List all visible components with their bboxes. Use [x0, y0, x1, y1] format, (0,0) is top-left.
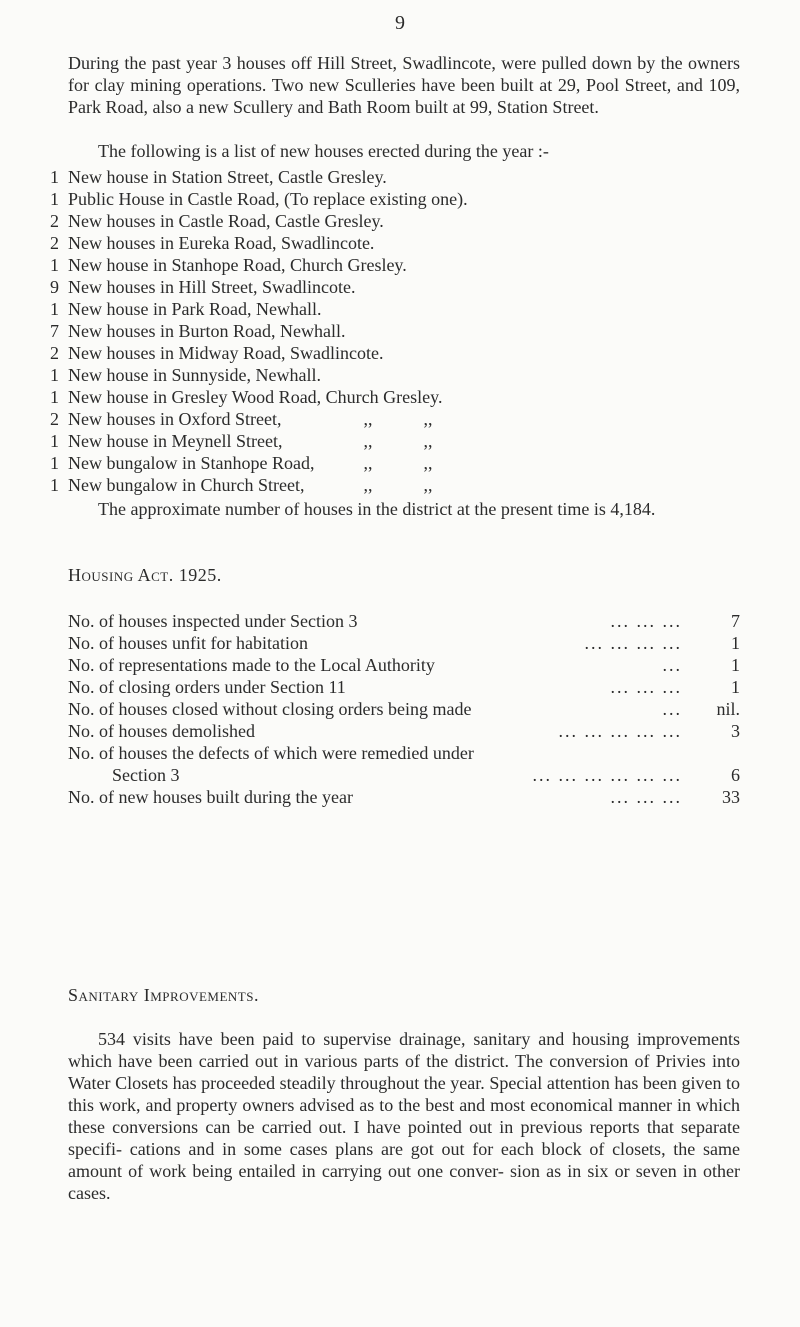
stat-row	[68, 786, 740, 808]
house-count: 1	[50, 299, 59, 319]
stat-row	[68, 698, 740, 720]
house-count: 1	[50, 365, 59, 385]
house-count: 2	[50, 343, 59, 363]
leader-dots: ... ... ...	[610, 611, 682, 631]
house-count: 1	[50, 475, 59, 495]
stat-value: 6	[731, 765, 740, 785]
list-item	[50, 320, 770, 342]
stat-value: 3	[731, 721, 740, 741]
list-item	[50, 430, 770, 452]
house-description: New houses in Eureka Road, Swadlincote.	[68, 233, 375, 253]
stat-label-continuation: Section 3	[112, 765, 180, 785]
ditto-mark: ,,	[363, 453, 373, 473]
house-description: New houses in Hill Street, Swadlincote.	[68, 277, 356, 297]
house-count: 1	[50, 453, 59, 473]
leader-dots: ...	[662, 699, 682, 719]
list-item	[50, 408, 770, 430]
stat-label: No. of houses inspected under Section 3	[68, 611, 358, 631]
stat-value: 1	[731, 655, 740, 675]
house-count: 1	[50, 255, 59, 275]
stat-row	[68, 720, 740, 742]
paragraph-house-total: The approximate number of houses in the district at the present time is 4,184.	[98, 499, 656, 519]
paragraph-demolitions: During the past year 3 houses off Hill Street, Swadlincote, were pulled down by the owners for clay mining operations. Two new Sculleries have been built at 29, Pool Street, and 109, Park Road, also a new Scullery and Bath Room built at 99, Station Street.	[68, 53, 740, 117]
house-description: New houses in Oxford Street,	[68, 409, 282, 429]
ditto-mark: ,,	[423, 453, 433, 473]
list-item	[50, 452, 770, 474]
house-description: New house in Station Street, Castle Gresley.	[68, 167, 387, 187]
ditto-mark: ,,	[423, 409, 433, 429]
house-count: 1	[50, 189, 59, 209]
stat-row	[68, 632, 740, 654]
ditto-marks	[338, 474, 518, 496]
leader-dots: ...	[662, 655, 682, 675]
ditto-mark: ,,	[363, 475, 373, 495]
stat-label: No. of representations made to the Local Authority	[68, 655, 435, 675]
list-item	[50, 188, 770, 210]
stat-label: No. of houses the defects of which were remedied under	[68, 743, 474, 763]
list-item	[50, 276, 770, 298]
list-item	[50, 298, 770, 320]
house-description: New houses in Burton Road, Newhall.	[68, 321, 346, 341]
stat-value: 1	[731, 677, 740, 697]
ditto-marks	[338, 408, 518, 430]
house-description: New bungalow in Church Street,	[68, 475, 305, 495]
housing-act-heading: Housing Act. 1925.	[68, 565, 222, 585]
stat-label: No. of closing orders under Section 11	[68, 677, 346, 697]
stat-value: 33	[722, 787, 740, 807]
house-description: Public House in Castle Road, (To replace existing one).	[68, 189, 468, 209]
stat-row	[68, 742, 740, 764]
list-item	[50, 254, 770, 276]
house-count: 2	[50, 233, 59, 253]
ditto-mark: ,,	[363, 431, 373, 451]
stat-label: No. of houses unfit for habitation	[68, 633, 308, 653]
ditto-marks	[338, 430, 518, 452]
stat-row	[68, 676, 740, 698]
stat-value: nil.	[716, 699, 740, 719]
house-count: 2	[50, 211, 59, 231]
house-count: 1	[50, 431, 59, 451]
house-count: 1	[50, 167, 59, 187]
list-item	[50, 364, 770, 386]
stat-label: No. of houses demolished	[68, 721, 255, 741]
page-number: 9	[395, 12, 405, 34]
house-count: 7	[50, 321, 59, 341]
stat-row	[68, 610, 740, 632]
stat-value: 1	[731, 633, 740, 653]
house-description: New house in Sunnyside, Newhall.	[68, 365, 321, 385]
list-item	[50, 232, 770, 254]
house-description: New house in Gresley Wood Road, Church Gresley.	[68, 387, 443, 407]
house-description: New house in Meynell Street,	[68, 431, 283, 451]
sanitary-heading: Sanitary Improvements.	[68, 985, 259, 1005]
list-item	[50, 210, 770, 232]
paragraph-list-intro: The following is a list of new houses erected during the year :-	[98, 141, 549, 161]
list-item	[50, 386, 770, 408]
list-item	[50, 474, 770, 496]
house-description: New house in Park Road, Newhall.	[68, 299, 322, 319]
house-count: 9	[50, 277, 59, 297]
stat-label: No. of new houses built during the year	[68, 787, 353, 807]
stat-value: 7	[731, 611, 740, 631]
leader-dots: ... ... ... ... ... ...	[532, 765, 682, 785]
list-item	[50, 166, 770, 188]
ditto-mark: ,,	[423, 431, 433, 451]
house-description: New bungalow in Stanhope Road,	[68, 453, 315, 473]
house-count: 2	[50, 409, 59, 429]
list-item	[50, 342, 770, 364]
paragraph-sanitary: 534 visits have been paid to supervise drainage, sanitary and housing improvements which have been carried out in various parts of the district. The conversion of Privies into Water Closets has proceeded steadily throughout the year. Special attention has been given to this work, and property owners advised as to the best and most economical manner in which these conversions can be carried out. I have pointed out in previous reports that separate specifi- cations and in some cases plans are got out for each block of closets, the same amount of work being entailed in carrying out one conver- sion as in six or seven in other cases.	[68, 1029, 740, 1203]
house-description: New house in Stanhope Road, Church Gresley.	[68, 255, 407, 275]
leader-dots: ... ... ... ...	[584, 633, 682, 653]
ditto-mark: ,,	[363, 409, 373, 429]
stat-label: No. of houses closed without closing orders being made	[68, 699, 472, 719]
leader-dots: ... ... ...	[610, 787, 682, 807]
house-description: New houses in Midway Road, Swadlincote.	[68, 343, 384, 363]
stat-row	[68, 764, 740, 786]
stat-row	[68, 654, 740, 676]
ditto-marks	[338, 452, 518, 474]
house-description: New houses in Castle Road, Castle Gresley.	[68, 211, 384, 231]
ditto-mark: ,,	[423, 475, 433, 495]
house-count: 1	[50, 387, 59, 407]
leader-dots: ... ... ... ... ...	[558, 721, 682, 741]
housing-act-stats	[68, 610, 740, 808]
new-houses-list	[50, 166, 770, 496]
leader-dots: ... ... ...	[610, 677, 682, 697]
